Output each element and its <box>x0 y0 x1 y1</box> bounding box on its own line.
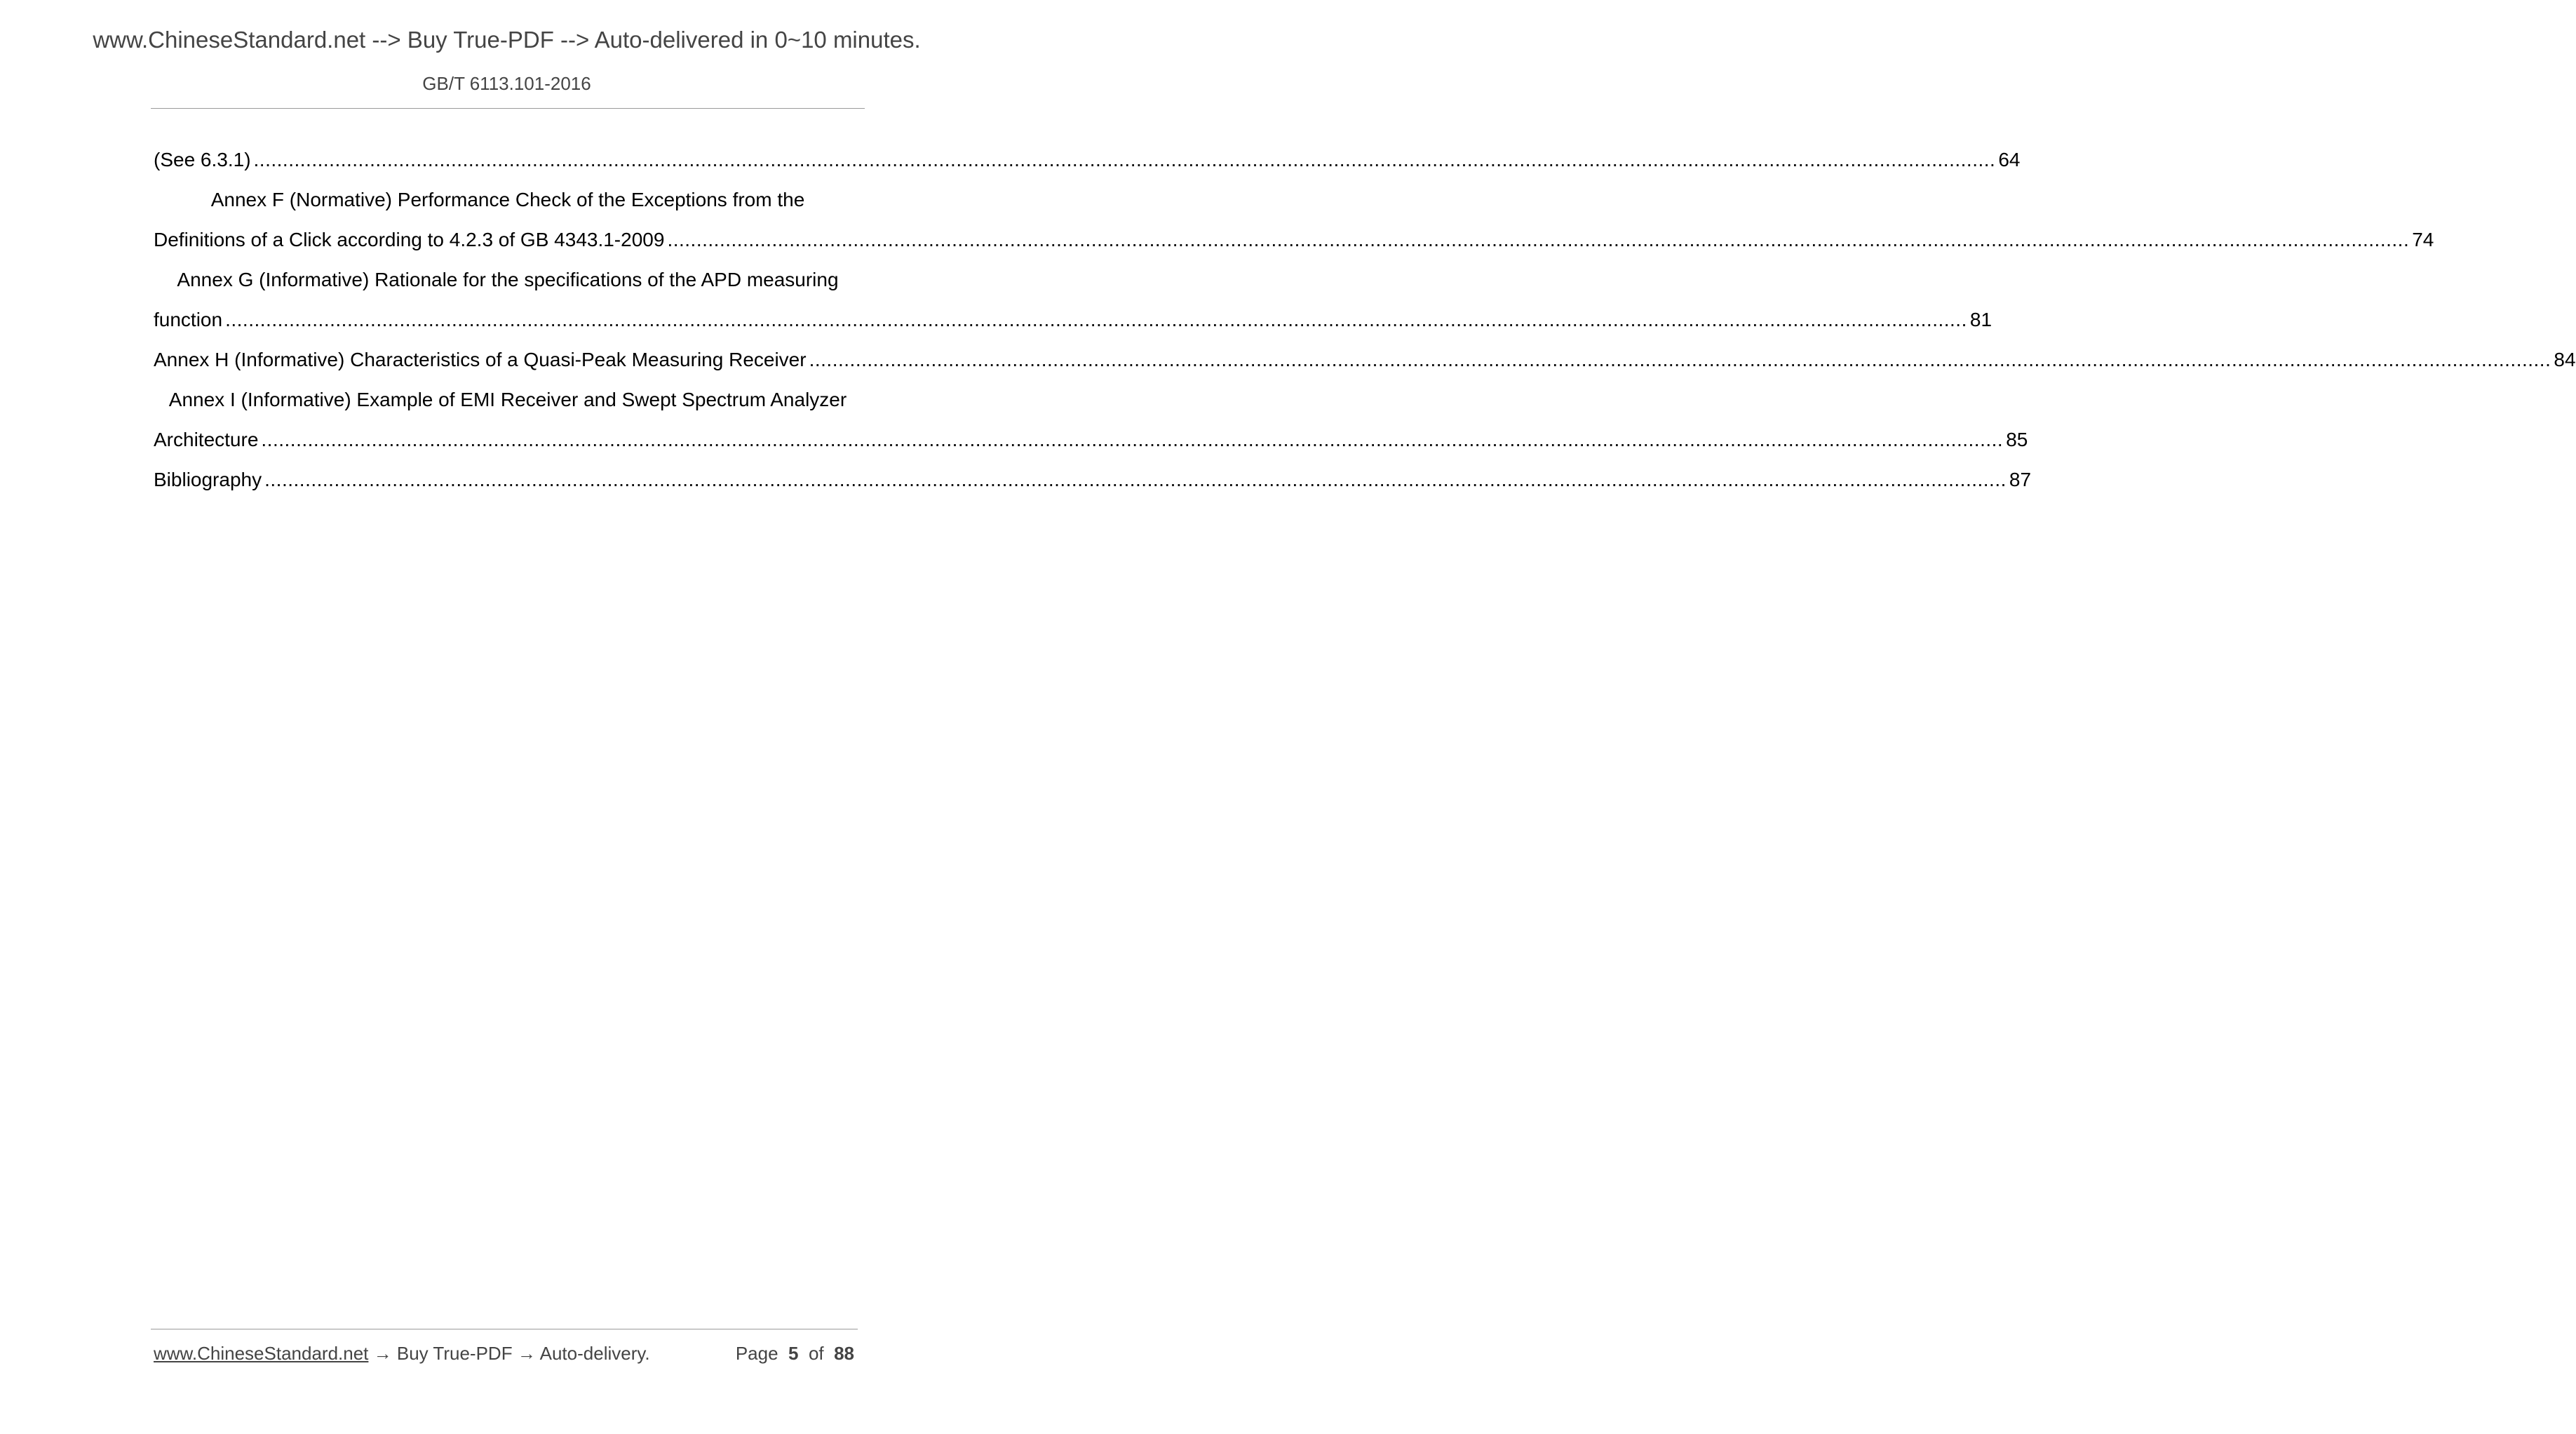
footer-left <box>154 1343 650 1365</box>
toc-dot-leader: ............................................................................................................................................................................................................................................................................................................ <box>261 429 2004 450</box>
page-number: 5 <box>788 1343 799 1364</box>
toc-entry-annex-g-cont[interactable] <box>154 306 1992 334</box>
page-total: 88 <box>834 1343 854 1364</box>
toc-entry-title: Architecture <box>154 429 259 450</box>
toc-entry-title: Annex G (Informative) Rationale for the specifications of the APD measuring <box>177 269 839 290</box>
toc-dot-leader: ............................................................................................................................................................................................................................................................................................................ <box>809 349 2551 370</box>
toc-entry-title: Annex H (Informative) Characteristics of a Quasi-Peak Measuring Receiver <box>154 349 807 370</box>
toc-entry-page: 64 <box>1998 149 2021 170</box>
page-indicator <box>736 1343 854 1365</box>
toc-dot-leader: ............................................................................................................................................................................................................................................................................................................ <box>667 229 2410 250</box>
toc-entry-see-6-3-1[interactable] <box>154 146 2021 174</box>
toc-entry-annex-g[interactable] <box>154 266 862 294</box>
arrow-right-icon: → <box>517 1343 536 1364</box>
toc-entry-page: 74 <box>2412 229 2434 250</box>
toc-dot-leader: ............................................................................................................................................................................................................................................................................................................ <box>264 469 2007 490</box>
toc-entry-annex-i[interactable] <box>154 386 862 414</box>
footer-site-link[interactable]: www.ChineseStandard.net <box>154 1343 369 1364</box>
toc-entry-annex-f[interactable] <box>154 186 862 214</box>
footer-delivery-text: Auto-delivery. <box>539 1343 650 1364</box>
toc-entry-page: 87 <box>2009 469 2032 490</box>
toc-entry-annex-i-cont[interactable] <box>154 426 2028 454</box>
toc-entry-annex-h[interactable] <box>154 346 2576 374</box>
footer-buy-text: Buy True-PDF <box>396 1343 513 1364</box>
standard-code: GB/T 6113.101-2016 <box>422 73 591 94</box>
toc-entry-page: 85 <box>2006 429 2028 450</box>
toc-entry-title: function <box>154 309 223 330</box>
toc-entry-title: Definitions of a Click according to 4.2.3 of GB 4343.1-2009 <box>154 229 665 250</box>
toc-dot-leader: ............................................................................................................................................................................................................................................................................................................ <box>253 149 1996 170</box>
toc-dot-leader: ............................................................................................................................................................................................................................................................................................................ <box>225 309 1967 330</box>
page-footer <box>154 1343 858 1368</box>
toc-entry-title: (See 6.3.1) <box>154 149 251 170</box>
of-label: of <box>808 1343 824 1364</box>
toc-entry-bibliography[interactable] <box>154 466 2032 494</box>
header-divider <box>151 108 865 109</box>
toc-entry-title: Annex F (Normative) Performance Check of the Exceptions from the <box>210 189 805 210</box>
arrow-right-icon: → <box>373 1343 392 1364</box>
toc-entry-page: 81 <box>1969 309 1992 330</box>
top-banner: www.ChineseStandard.net --> Buy True-PDF --> Auto-delivered in 0~10 minutes. <box>93 27 921 53</box>
page-label: Page <box>735 1343 778 1364</box>
toc-entry-page: 84 <box>2554 349 2576 370</box>
toc-entry-title: Bibliography <box>154 469 262 490</box>
toc-entry-annex-f-cont[interactable] <box>154 226 2434 254</box>
toc-entry-title: Annex I (Informative) Example of EMI Receiver and Swept Spectrum Analyzer <box>168 389 847 410</box>
